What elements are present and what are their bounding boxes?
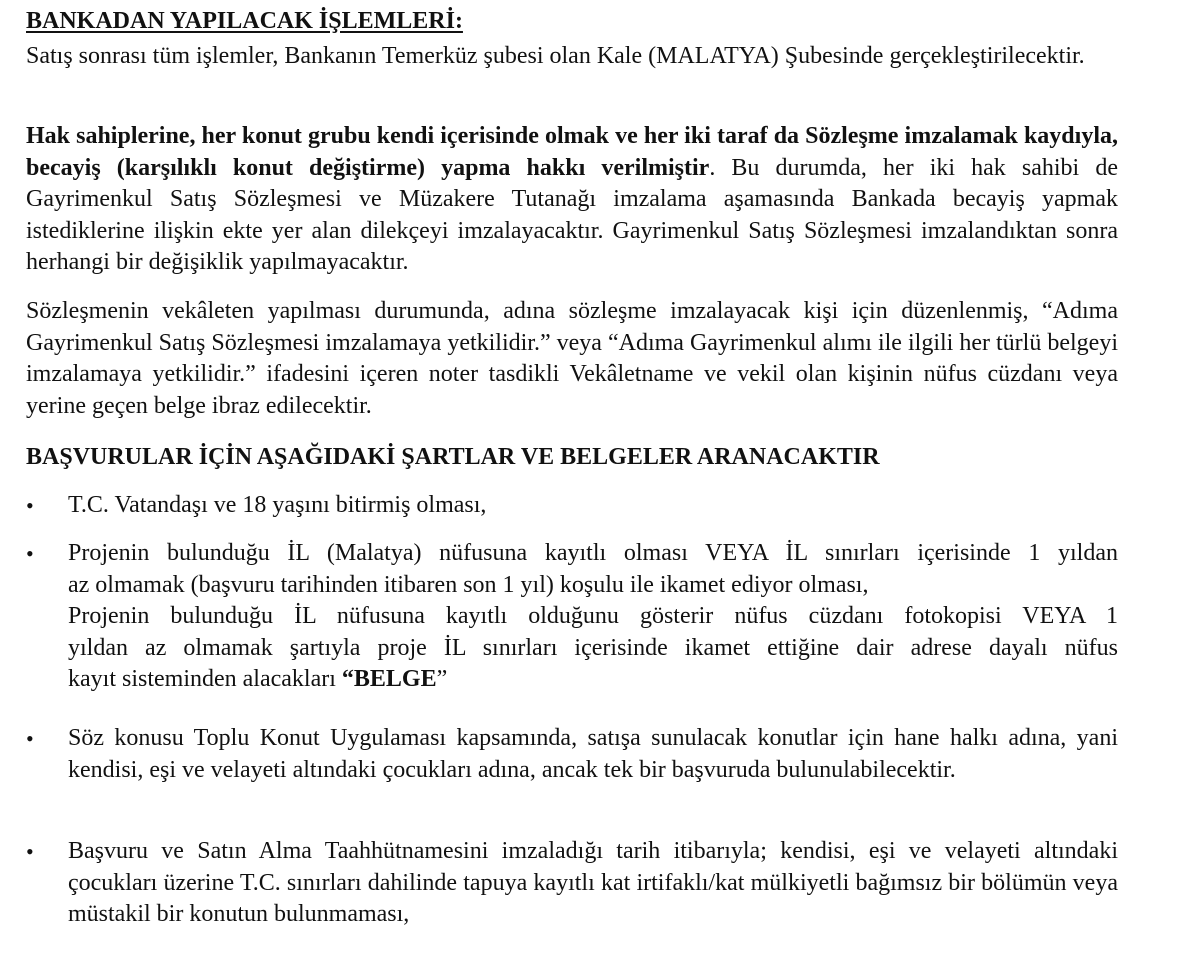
residency-line-5	[68, 664, 1118, 696]
paragraph-exchange-right	[26, 121, 1118, 279]
paragraph-proxy-contract: Sözleşmenin vekâleten yapılması durumunda, adına sözleşme imzalayacak kişi için düzenlenmiş, “Adıma Gayrimenkul Satış Sözleşmesi imzalamaya yetkilidir.” veya “Adıma Gayrimenkul alımı ile ilgili her türlü belgeyi imzalamaya yetkilidir.” ifadesini içeren noter tasdikli Vekâletname ve vekil olan kişinin nüfus cüzdanı veya yerine geçen belge ibraz edilecektir.	[26, 298, 1118, 419]
bullet-icon: •	[26, 541, 34, 566]
list-item-text: T.C. Vatandaşı ve 18 yaşını bitirmiş olması,	[68, 492, 487, 518]
residency-line-2: az olmamak (başvuru tarihinden itibaren son 1 yıl) koşulu ile ikamet ediyor olması,	[68, 571, 869, 598]
exchange-right-text: . Bu durumda, her iki hak sahibi de Gayrimenkul Satış Sözleşmesi ve Müzakere Tutanağı imzalama aşamasında Bankada becayiş yapmak istediklerine ilişkin ekte yer alan dilekçeyi imzalayacaktır. Gayrimenkul Satış Sözleşmesi imzalandıktan sonra herhangi bir değişiklik yapılmayacaktır.	[26, 154, 1118, 275]
section-heading-application-requirements: BAŞVURULAR İÇİN AŞAĞIDAKİ ŞARTLAR VE BELGELER ARANACAKTIR	[26, 444, 880, 470]
list-item-text: Başvuru ve Satın Alma Taahhütnamesini imzaladığı tarih itibarıyla; kendisi, eşi ve velayeti altındaki çocukları üzerine T.C. sınırları dahilinde tapuya kayıtlı kat irtifaklı/kat mülkiyetli bağımsız bir bölümün veya müstakil bir konutun bulunmaması,	[68, 838, 1118, 927]
residency-line-5-end: ”	[436, 666, 448, 692]
exchange-right-bold-text: Hak sahiplerine, her konut grubu kendi içerisinde olmak ve her iki taraf da Sözleşme imzalamak kaydıyla, becayiş (karşılıklı konut değiştirme) yapma hakkı verilmiştir	[26, 123, 1118, 181]
section-heading-bank-operations: BANKADAN YAPILACAK İŞLEMLERİ:	[26, 8, 463, 34]
bullet-icon: •	[26, 839, 34, 864]
bullet-icon: •	[26, 726, 34, 751]
belge-bold-text: “BELGE	[341, 666, 437, 692]
paragraph-post-sale-operations: Satış sonrası tüm işlemler, Bankanın Temerküz şubesi olan Kale (MALATYA) Şubesinde gerçekleştirilecektir.	[26, 43, 1085, 69]
residency-line-4: yıldan az olmamak şartıyla proje İL sınırları içerisinde ikamet ettiğine dair adrese dayalı nüfus	[68, 634, 1118, 661]
residency-line-5-start: kayıt sisteminden alacakları	[68, 666, 342, 692]
list-item-text: Söz konusu Toplu Konut Uygulaması kapsamında, satışa sunulacak konutlar için hane halkı adına, yani kendisi, eşi ve velayeti altındaki çocukları adına, ancak tek bir başvuruda bulunulabilecektir.	[68, 725, 1118, 783]
residency-line-3: Projenin bulunduğu İL nüfusuna kayıtlı olduğunu gösterir nüfus cüzdanı fotokopisi VEYA 1	[68, 603, 1118, 629]
bullet-icon: •	[26, 493, 34, 518]
residency-line-1: Projenin bulunduğu İL (Malatya) nüfusuna kayıtlı olması VEYA İL sınırları içerisinde 1 yıldan	[68, 540, 1118, 566]
list-item-text	[68, 538, 1118, 696]
